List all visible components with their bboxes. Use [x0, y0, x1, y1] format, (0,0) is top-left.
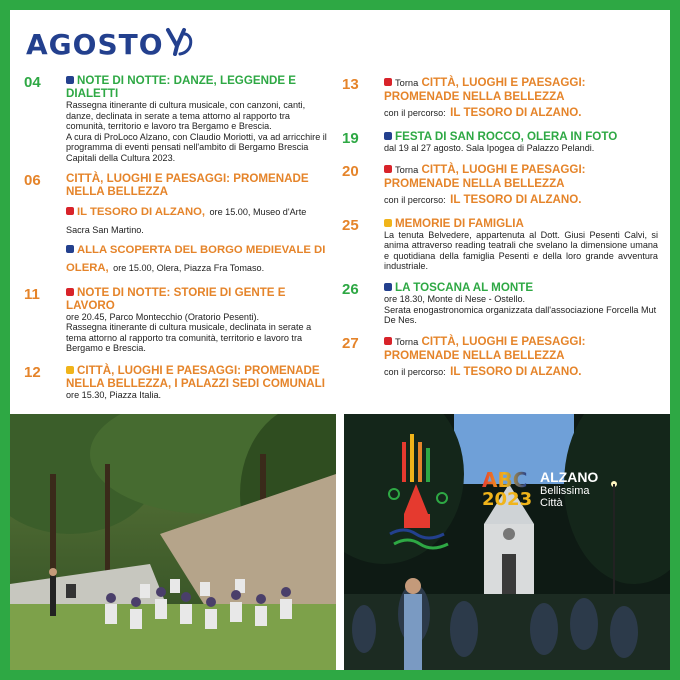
event-day: 26 [342, 280, 359, 298]
logo-text [482, 470, 532, 510]
red-tag-icon [384, 165, 392, 173]
poster [10, 10, 670, 670]
event-day: 19 [342, 130, 359, 147]
photo-church-evening [344, 414, 670, 670]
event-description: Rassegna itinerante di cultura musicale, con canzoni, canti, danze, declinata in serate a tema attorno al rapporto tra comunità, territorio e lavoro tra Bergamo e Brescia. [66, 100, 306, 132]
event-day: 04 [24, 74, 41, 91]
event-description: La tenuta Belvedere, appartenuta al Dott. Giusi Pesenti Calvi, si anima attraverso reading teatrali che svelano la dimensione umana e quotidiana della famiglia Pesenti e della loro grande avventura industriale. [384, 229, 658, 272]
event-route: con il percorso: IL TESORO DI ALZANO. [384, 106, 582, 119]
event-description: A cura di ProLoco Alzano, con Claudio Moriotti, va ad arricchire il programma di eventi pensati nell'ambito di Bergamo Brescia Capitali della Cultura 2023. [66, 131, 327, 163]
event-title: NOTE DI NOTTE: STORIE DI GENTE E LAVORO [66, 285, 286, 312]
event-25 [342, 217, 658, 272]
event-title: NOTE DI NOTTE: DANZE, LEGGENDE E DIALETTI [66, 74, 297, 100]
event-19 [342, 130, 658, 154]
logo-line2: Bellissima [540, 485, 590, 497]
event-title: Torna CITTÀ, LUOGHI E PAESAGGI: PROMENADE NELLA BELLEZZA [384, 162, 586, 190]
event-20 [342, 163, 658, 208]
event-title: MEMORIE DI FAMIGLIA [384, 217, 658, 230]
event-title: CITTÀ, LUOGHI E PAESAGGI: PROMENADE NELLA BELLEZZA, I PALAZZI SEDI COMUNALI [66, 363, 325, 390]
event-description: ore 20.45, Parco Montecchio (Oratorio Pesenti). [66, 311, 260, 322]
logo-year: 2023 [482, 489, 533, 510]
logo-line3: Città [540, 497, 563, 509]
event-06 [24, 172, 330, 276]
event-day: 20 [342, 162, 359, 180]
month-label: AGOSTO [26, 28, 164, 61]
church-evening-image [344, 414, 670, 670]
event-description: Rassegna itinerante di cultura musicale, declinata in serate a tema attorno al rapporto tra comunità, territorio e lavoro tra Bergamo e Brescia. [66, 322, 312, 354]
event-description: dal 19 al 27 agosto. Sala Ipogea di Palazzo Pelandi. [384, 143, 595, 153]
event-title: LA TOSCANA AL MONTE [384, 281, 658, 294]
event-description: ore 15.30, Piazza Italia. [66, 389, 162, 400]
event-27 [342, 335, 658, 380]
blue-tag-icon [66, 245, 74, 253]
event-day: 13 [342, 76, 359, 93]
event-subitem [66, 202, 330, 238]
event-day: 11 [24, 285, 40, 303]
event-26 [342, 281, 658, 326]
event-title: Torna CITTÀ, LUOGHI E PAESAGGI: PROMENADE NELLA BELLEZZA [384, 76, 586, 103]
subitem-title: IL TESORO DI ALZANO, [66, 206, 205, 218]
event-13 [342, 76, 658, 121]
blue-tag-icon [384, 283, 392, 291]
event-04 [24, 74, 330, 164]
event-11 [24, 286, 330, 354]
event-day: 25 [342, 216, 359, 234]
events-left-column [24, 74, 330, 408]
yellow-tag-icon [66, 366, 74, 374]
red-tag-icon [384, 337, 392, 345]
event-title: Torna CITTÀ, LUOGHI E PAESAGGI: PROMENADE NELLA BELLEZZA [384, 334, 586, 362]
blue-tag-icon [384, 132, 392, 140]
month-swirl-icon [164, 24, 198, 64]
event-day: 06 [24, 171, 41, 189]
park-concert-image [10, 414, 336, 670]
subitem-text: ore 15.00, Olera, Piazza Fra Tomaso. [113, 262, 265, 273]
event-subitem [66, 240, 330, 276]
yellow-tag-icon [384, 219, 392, 227]
subitem-title: ALLA SCOPERTA DEL BORGO MEDIEVALE DI OLERA, [66, 243, 326, 274]
event-description: Serata enogastronomica organizzata dall'associazione Forcella Mut De Nes. [384, 304, 657, 326]
red-tag-icon [384, 78, 392, 86]
blue-tag-icon [66, 76, 74, 84]
event-title: FESTA DI SAN ROCCO, OLERA IN FOTO [384, 130, 658, 143]
logo-line1: ALZANO [540, 469, 599, 485]
event-day: 12 [24, 363, 41, 381]
month-title [26, 28, 164, 62]
red-tag-icon [66, 288, 74, 296]
photo-park-concert [10, 414, 336, 670]
event-route: con il percorso: IL TESORO DI ALZANO. [384, 364, 582, 378]
event-route: con il percorso: IL TESORO DI ALZANO. [384, 192, 582, 206]
subitem-text: ore 15.00, Museo d'Arte Sacra San Martino. [66, 206, 307, 235]
event-title: CITTÀ, LUOGHI E PAESAGGI: PROMENADE NELLA BELLEZZA [66, 171, 309, 198]
event-12 [24, 364, 330, 401]
logo-city-text [540, 470, 598, 509]
event-description: ore 18.30, Monte di Nese - Ostello. [384, 293, 526, 304]
events-right-column [342, 76, 658, 387]
logo-abc: ABC [482, 468, 528, 492]
event-day: 27 [342, 334, 359, 352]
red-tag-icon [66, 207, 74, 215]
